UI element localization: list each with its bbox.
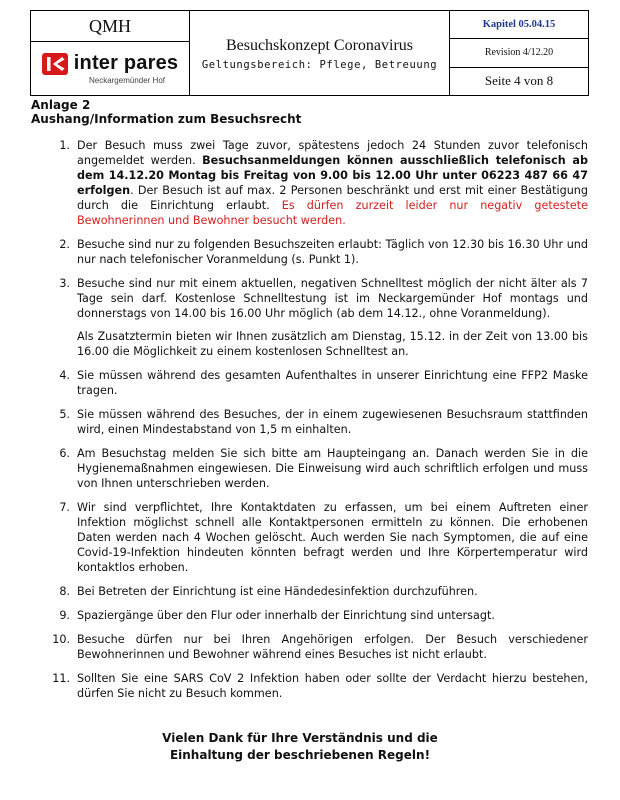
logo-mark-icon <box>42 53 68 75</box>
item-number: 2. <box>59 238 70 251</box>
item-paragraph: Besuche sind nur mit einem aktuellen, negativen Schnelltest möglich der nicht älter als 7 Tage sein darf. Kostenlose Schnelltestung ist im Neckargemünder Hof montags und donnerstags von 14.00 bis 16.00 Uhr möglich (ab dem 14.12., ohne Voranmeldung). <box>77 277 588 320</box>
annex-title: Anlage 2 <box>31 98 91 112</box>
item-text: Besuche sind nur zu folgenden Besuchszeiten erlaubt: Täglich von 12.30 bis 16.30 Uhr und nur nach telefonischer Voranmeldung (s. Punkt 1). <box>77 238 588 266</box>
page-number: Seite 4 von 8 <box>484 73 554 89</box>
item-number: 3. <box>59 277 70 290</box>
list-item <box>40 138 588 228</box>
scope-label: Geltungsbereich: Pflege, Betreuung <box>201 58 438 71</box>
warning-text: Es dürfen zurzeit leider nur negativ getestete Bewohnerinnen und Bewohner besucht werden. <box>77 199 588 227</box>
item-text: Sie müssen während des gesamten Aufenthaltes in unserer Einrichtung eine FFP2 Maske tragen. <box>77 369 588 397</box>
closing-line-2: Einhaltung der beschriebenen Regeln! <box>169 748 431 762</box>
item-number: 11. <box>52 672 70 685</box>
item-number: 8. <box>59 585 70 598</box>
list-item <box>40 671 588 701</box>
item-number: 10. <box>52 633 70 646</box>
item-number: 4. <box>59 369 70 382</box>
item-text <box>77 138 588 228</box>
list-item <box>40 446 588 491</box>
list-item <box>40 368 588 398</box>
company-logo <box>31 42 189 95</box>
annex-subtitle: Aushang/Information zum Besuchsrecht <box>31 112 302 126</box>
item-number: 9. <box>59 609 70 622</box>
item-number: 5. <box>59 408 70 421</box>
list-item <box>40 608 588 623</box>
item-text: Wir sind verpflichtet, Ihre Kontaktdaten zu erfassen, um bei einem Auftreten einer Infektion möglichst schnell alle Kontaktpersonen ermitteln zu können. Die erhobenen Daten werden nach 4 Wochen gelöscht. Auch werden Sie nach Symptomen, die auf eine Covid-19-Infektion hindeuten könnten befragt werden und Ihre Körpertemperatur wird kontaktlos erhoben. <box>77 501 588 574</box>
closing-line-1: Vielen Dank für Ihre Verständnis und die <box>162 731 438 745</box>
item-text-part: Der Besuch muss zwei Tage zuvor, spätestens jedoch 24 Stunden zuvor telefonisch angemeldet werden. <box>77 139 588 167</box>
header-title-block <box>190 11 450 95</box>
item-text: Sie müssen während des Besuches, der in einem zugewiesenen Besuchsraum stattfinden wird, einen Mindestabstand von 1,5 m einhalten. <box>77 408 588 436</box>
logo-row <box>42 52 178 75</box>
item-number: 1. <box>59 139 70 152</box>
logo-subtitle: Neckargemünder Hof <box>88 76 166 85</box>
item-text: Spaziergänge über den Flur oder innerhalb der Einrichtung sind untersagt. <box>77 609 495 622</box>
registration-info: Besuchsanmeldungen können ausschließlich telefonisch ab dem 14.12.20 Montag bis Freitag von 9.00 bis 12.00 Uhr unter 06223 487 66 47 erfolgen <box>77 154 588 197</box>
qmh-label: QMH <box>31 11 189 42</box>
item-number: 7. <box>59 501 70 514</box>
revision-label: Revision 4/12.20 <box>450 39 588 67</box>
document-title: Besuchskonzept Coronavirus <box>225 36 414 54</box>
list-item <box>40 584 588 599</box>
header-meta-column <box>450 11 588 95</box>
item-text <box>77 276 588 359</box>
item-text: Am Besuchstag melden Sie sich bitte am Haupteingang an. Danach werden Sie in die Hygienemaßnahmen eingewiesen. Die Einweisung wird auch schriftlich erfolgen und muss von Ihnen unterschrieben werden. <box>77 447 588 490</box>
chapter-label: Kapitel 05.04.15 <box>450 11 588 39</box>
list-item <box>40 500 588 575</box>
annex-heading <box>31 98 301 126</box>
list-item <box>40 237 588 267</box>
item-number: 6. <box>59 447 70 460</box>
document-header <box>30 10 589 96</box>
item-text-part: . Der Besuch ist auf max. 2 Personen beschränkt und erst mit einer Bestätigung durch die Einrichtung erlaubt. <box>77 184 588 212</box>
item-text: Bei Betreten der Einrichtung ist eine Händedesinfektion durchzuführen. <box>77 585 478 598</box>
list-item <box>40 632 588 662</box>
list-item <box>40 276 588 359</box>
visiting-rules-list <box>40 138 588 710</box>
item-paragraph: Als Zusatztermin bieten wir Ihnen zusätzlich am Dienstag, 15.12. in der Zeit von 13.00 bis 16.00 die Möglichkeit zu einem kostenlosen Schnelltest an. <box>77 330 588 358</box>
closing-message <box>0 730 620 764</box>
list-item <box>40 407 588 437</box>
header-left-column <box>31 11 190 95</box>
logo-name: inter pares <box>73 52 179 74</box>
item-text: Sollten Sie eine SARS CoV 2 Infektion haben oder sollte der Verdacht hierzu bestehen, dürfen Sie nicht zu Besuch kommen. <box>77 672 588 700</box>
item-text: Besuche dürfen nur bei Ihren Angehörigen erfolgen. Der Besuch verschiedener Bewohnerinnen und Bewohner während eines Besuches ist nicht erlaubt. <box>77 633 588 661</box>
